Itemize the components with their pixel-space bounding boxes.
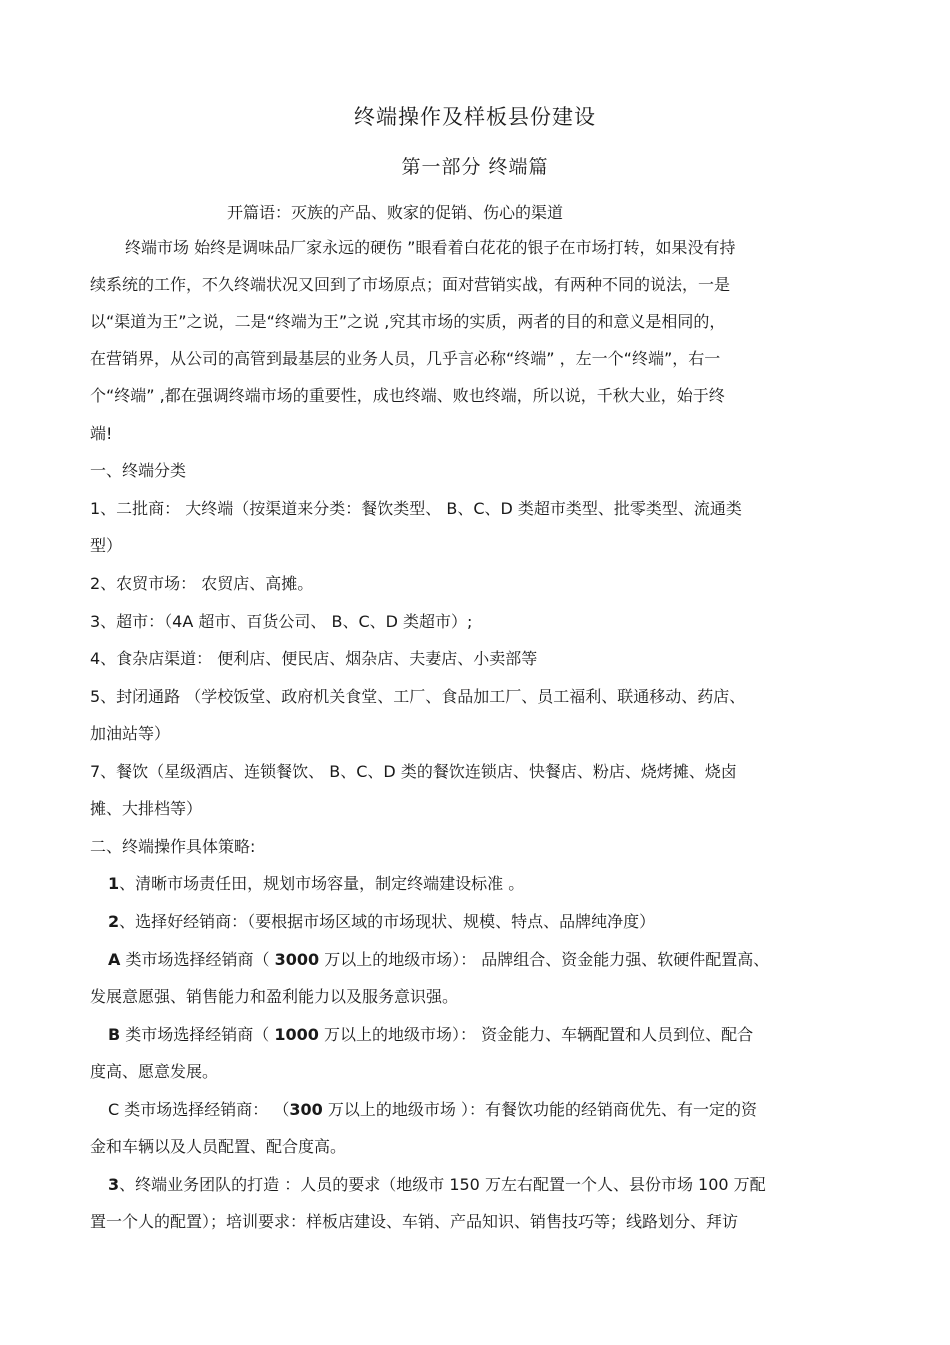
intro-line: 续系统的工作，不久终端状况又回到了市场原点；面对营销实战，有两种不同的说法，一是 [90,275,731,294]
market-class-a [108,950,769,970]
intro-line: 在营销界，从公司的高管到最基层的业务人员，几乎言必称“终端” ，左一个“终端”，右一 [90,349,721,368]
class-text: 万以上的地级市场）： 品牌组合、资金能力强、软硬件配置高、 [319,950,770,969]
strategy-item [108,874,524,894]
market-class-b-cont: 度高、愿意发展。 [90,1062,219,1081]
list-line: 3、超市：（4A 超市、百货公司、 B、C、D 类超市）; [90,612,473,631]
strategy-item [108,1175,766,1195]
class-amount: 1000 [274,1025,319,1044]
list-line: 摊、大排档等） [90,799,203,818]
item-text: 、清晰市场责任田，规划市场容量，制定终端建设标准 。 [119,874,525,893]
item-text: 、终端业务团队的打造 ：人员的要求（地级市 150 万左右配置一个人、县份市场 100 万配 [119,1175,766,1194]
intro-line: 端! [90,424,113,443]
market-class-a-cont: 发展意愿强、销售能力和盈利能力以及服务意识强。 [90,987,459,1006]
market-class-c-cont: 金和车辆以及人员配置、配合度高。 [90,1137,347,1156]
list-line: 4、食杂店渠道： 便利店、便民店、烟杂店、夫妻店、小卖部等 [90,649,538,668]
class-letter: A [108,950,121,969]
item-number: 2 [108,912,120,931]
strategy-item-cont: 置一个人的配置）；培训要求：样板店建设、车销、产品知识、销售技巧等；线路划分、拜访 [90,1212,739,1231]
item-number: 1 [108,874,120,893]
market-class-c [108,1100,757,1120]
list-line: 2、农贸市场： 农贸店、高摊。 [90,574,314,593]
section-heading: 二、终端操作具体策略: [90,837,256,856]
class-text: 类市场选择经销商（ [120,950,275,969]
class-letter: C [108,1100,120,1119]
intro-line: 终端市场 始终是调味品厂家永远的硬伤 ”眼看着白花花的银子在市场打转，如果没有持 [125,238,736,257]
class-text: 类市场选择经销商（ [120,1025,275,1044]
item-number: 3 [108,1175,120,1194]
class-text: 类市场选择经销商： （ [119,1100,290,1119]
list-line: 1、二批商： 大终端（按渠道来分类：餐饮类型、 B、C、D 类超市类型、批零类型、流通类 [90,499,742,518]
class-letter: B [108,1025,121,1044]
class-text: 万以上的地级市场 ）：有餐饮功能的经销商优先、有一定的资 [322,1100,757,1119]
opening-line: 开篇语：灭族的产品、败家的促销、伤心的渠道 [227,203,564,222]
class-amount: 3000 [274,950,320,969]
document-title: 终端操作及样板县份建设 [354,105,596,129]
class-text: 万以上的地级市场）： 资金能力、车辆配置和人员到位、配合 [318,1025,754,1044]
class-amount: 300 [289,1100,323,1119]
list-line: 型） [90,536,123,555]
section-heading: 一、终端分类 [90,461,187,480]
item-text: 、选择好经销商：（要根据市场区域的市场现状、规模、特点、品牌纯净度） [119,912,656,931]
intro-line: 以“渠道为王”之说，二是“终端为王”之说 ,究其市场的实质，两者的目的和意义是相同的， [90,312,726,331]
intro-line: 个“终端” ,都在强调终端市场的重要性，成也终端、败也终端，所以说，千秋大业，始于终 [90,386,725,405]
part-subtitle: 第一部分 终端篇 [401,156,549,178]
strategy-item [108,912,655,932]
list-line: 5、封闭通路 （学校饭堂、政府机关食堂、工厂、食品加工厂、员工福利、联通移动、药店、 [90,687,746,706]
market-class-b [108,1025,753,1045]
list-line: 加油站等） [90,724,171,743]
list-line: 7、餐饮（星级酒店、连锁餐饮、 B、C、D 类的餐饮连锁店、快餐店、粉店、烧烤摊、烧卤 [90,762,737,781]
